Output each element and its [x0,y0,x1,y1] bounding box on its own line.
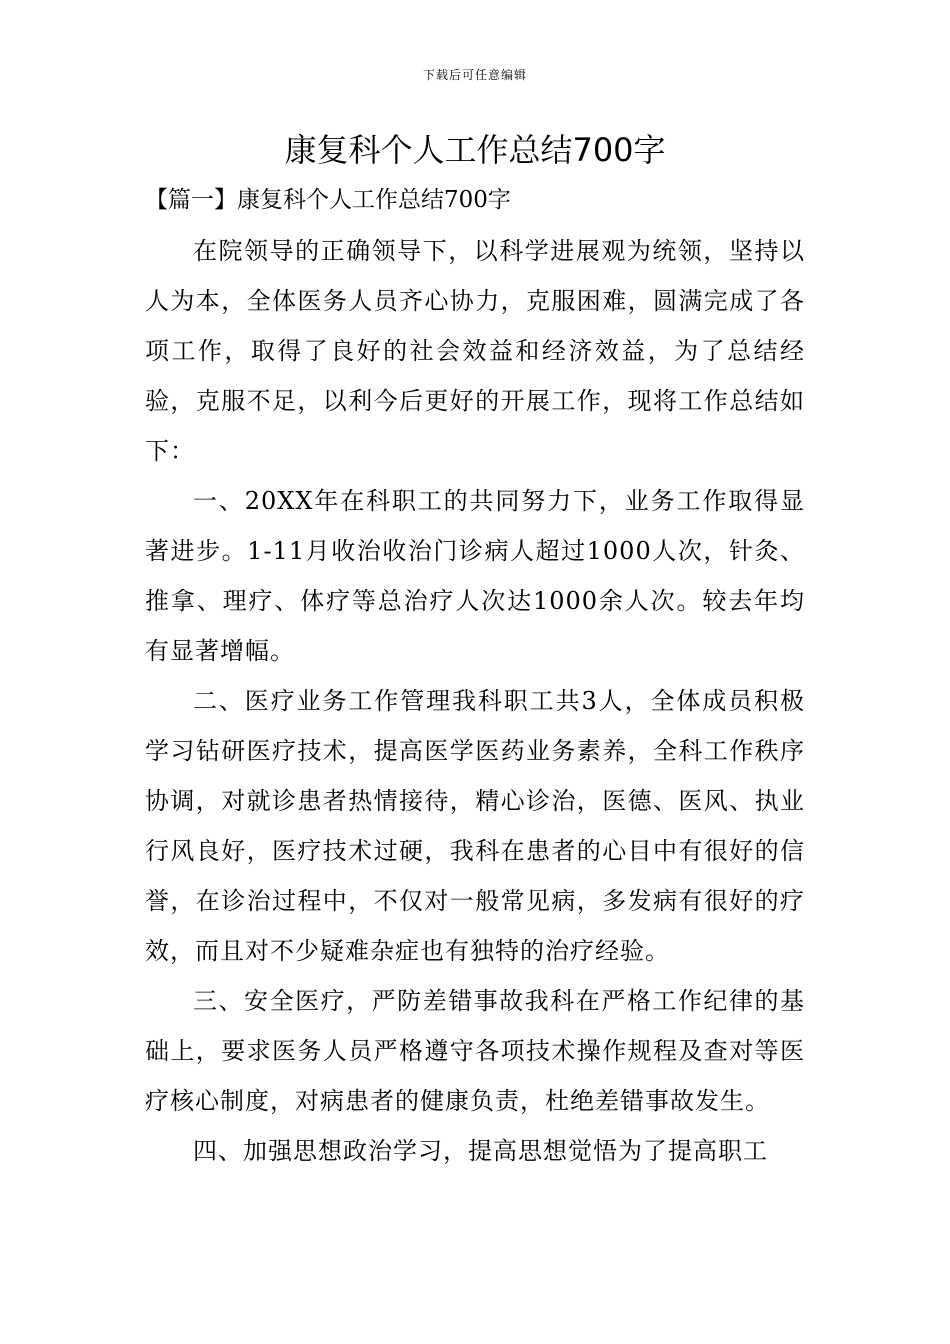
paragraph-medical-safety: 三、安全医疗，严防差错事故我科在严格工作纪律的基础上，要求医务人员严格遵守各项技术操作规程及查对等医疗核心制度，对病患者的健康负责，杜绝差错事故发生。 [145,987,805,1115]
paragraph-intro: 在院领导的正确领导下，以科学进展观为统领，坚持以人为本，全体医务人员齐心协力，克服困难，圆满完成了各项工作，取得了良好的社会效益和经济效益，为了总结经验，克服不足，以利今后更好的开展工作，现将工作总结如下： [145,237,805,465]
paragraph-medical-management: 二、医疗业务工作管理我科职工共3人，全体成员积极学习钻研医疗技术，提高医学医药业务素养，全科工作秩序协调，对就诊患者热情接待，精心诊治，医德、医风、执业行风良好，医疗技术过硬，我科在患者的心目中有很好的信誉，在诊治过程中，不仅对一般常见病，多发病有很好的疗效，而且对不少疑难杂症也有独特的治疗经验。 [145,687,805,965]
paragraph-political-study: 四、加强思想政治学习，提高思想觉悟为了提高职工 [193,1137,768,1165]
document-body [145,226,805,1176]
header-note: 下载后可任意编辑 [422,68,527,82]
document-title: 康复科个人工作总结700字 [284,131,666,169]
section-heading: 【篇一】康复科个人工作总结700字 [145,187,511,213]
paragraph-business-progress: 一、20XX年在科职工的共同努力下，业务工作取得显著进步。1-11月收治收治门诊病人超过1000人次，针灸、推拿、理疗、体疗等总治疗人次达1000余人次。较去年均有显著增幅。 [145,487,805,665]
